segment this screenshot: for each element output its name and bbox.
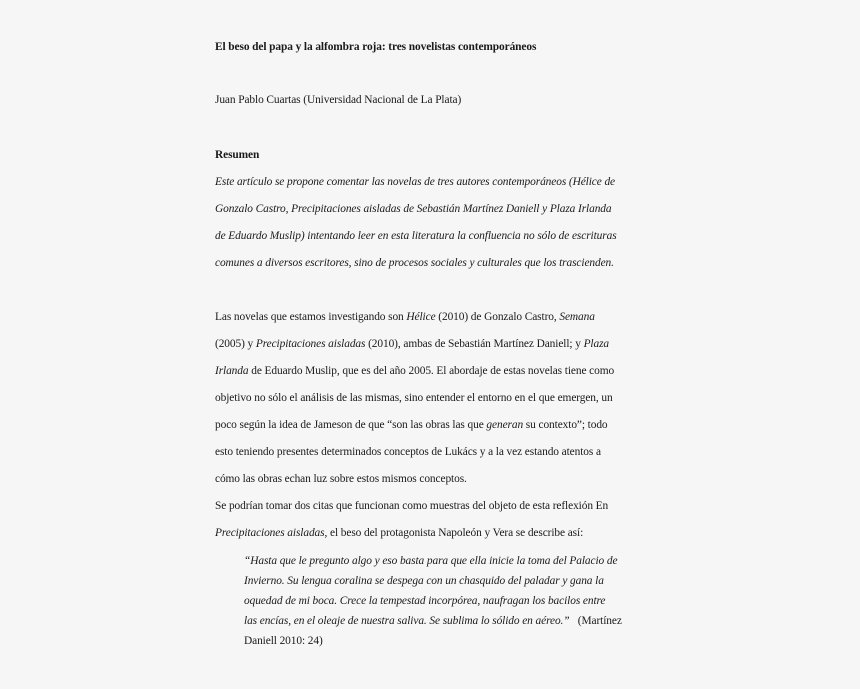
text-run: las encías, en el oleaje de nuestra saliva. Se sublima lo sólido en aéreo.” <box>244 615 570 627</box>
title-semana: Semana <box>559 311 595 323</box>
title-precipitaciones: Precipitaciones aisladas <box>215 527 325 539</box>
body-p1-line-4: objetivo no sólo el análisis de las mismas, sino entender el entorno en el que emergen, un <box>215 392 613 404</box>
text-run: de Eduardo Muslip, que es del año 2005. El abordaje de estas novelas tiene como <box>248 365 615 377</box>
text-run: (2010), ambas de Sebastián Martínez Daniell; y <box>365 338 584 350</box>
blockquote-line-4 <box>244 614 622 628</box>
blockquote-line-2: Invierno. Su lengua coralina se despega con un chasquido del paladar y gana la <box>244 575 604 587</box>
abstract-line-2: Gonzalo Castro, Precipitaciones aisladas de Sebastián Martínez Daniell y Plaza Irlanda <box>215 203 612 215</box>
blockquote-line-5: Daniell 2010: 24) <box>244 635 323 647</box>
text-run: (2005) y <box>215 338 256 350</box>
body-p1-line-3 <box>215 364 614 378</box>
title-precipitaciones: Precipitaciones aisladas <box>255 338 366 350</box>
body-p1-line-2 <box>215 337 609 351</box>
abstract-heading: Resumen <box>215 149 260 161</box>
abstract-line-1: Este artículo se propone comentar las novelas de tres autores contemporáneos (Hélice de <box>215 176 616 188</box>
paper-title: El beso del papa y la alfombra roja: tres novelistas contemporáneos <box>215 41 537 53</box>
text-run: su contexto”; todo <box>523 419 608 431</box>
title-helice: Hélice <box>406 311 436 323</box>
abstract-line-4: comunes a diversos escritores, sino de procesos sociales y culturales que los trascienden. <box>215 257 614 269</box>
author-affiliation: Juan Pablo Cuartas (Universidad Nacional de La Plata) <box>215 94 462 106</box>
citation: (Martínez <box>569 615 622 627</box>
body-p1-line-1 <box>215 310 595 324</box>
text-run: , el beso del protagonista Napoleón y Vera se describe así: <box>324 527 584 539</box>
abstract-line-3: de Eduardo Muslip) intentando leer en esta literatura la confluencia no sólo de escrituras <box>215 230 617 242</box>
body-p2-line-2 <box>215 526 583 540</box>
body-p1-line-5 <box>215 418 608 432</box>
emphasis-generan: generan <box>486 419 524 431</box>
blockquote-line-1: “Hasta que le pregunto algo y eso basta para que ella inicie la toma del Palacio de <box>244 555 618 567</box>
text-run: poco según la idea de Jameson de que “son las obras las que <box>215 419 487 431</box>
blockquote-line-3: oquedad de mi boca. Crece la tempestad incorpórea, naufragan los bacilos entre <box>244 595 606 607</box>
body-p1-line-6: esto teniendo presentes determinados conceptos de Lukács y a la vez estando atentos a <box>215 446 601 458</box>
title-plaza: Plaza <box>583 338 610 350</box>
text-run: (2010) de Gonzalo Castro, <box>435 311 560 323</box>
body-p2-line-1: Se podrían tomar dos citas que funcionan como muestras del objeto de esta reflexión En <box>215 500 609 512</box>
title-irlanda: Irlanda <box>215 365 249 377</box>
body-p1-line-7: cómo las obras echan luz sobre estos mismos conceptos. <box>215 473 467 485</box>
text-run: Las novelas que estamos investigando son <box>215 311 407 323</box>
